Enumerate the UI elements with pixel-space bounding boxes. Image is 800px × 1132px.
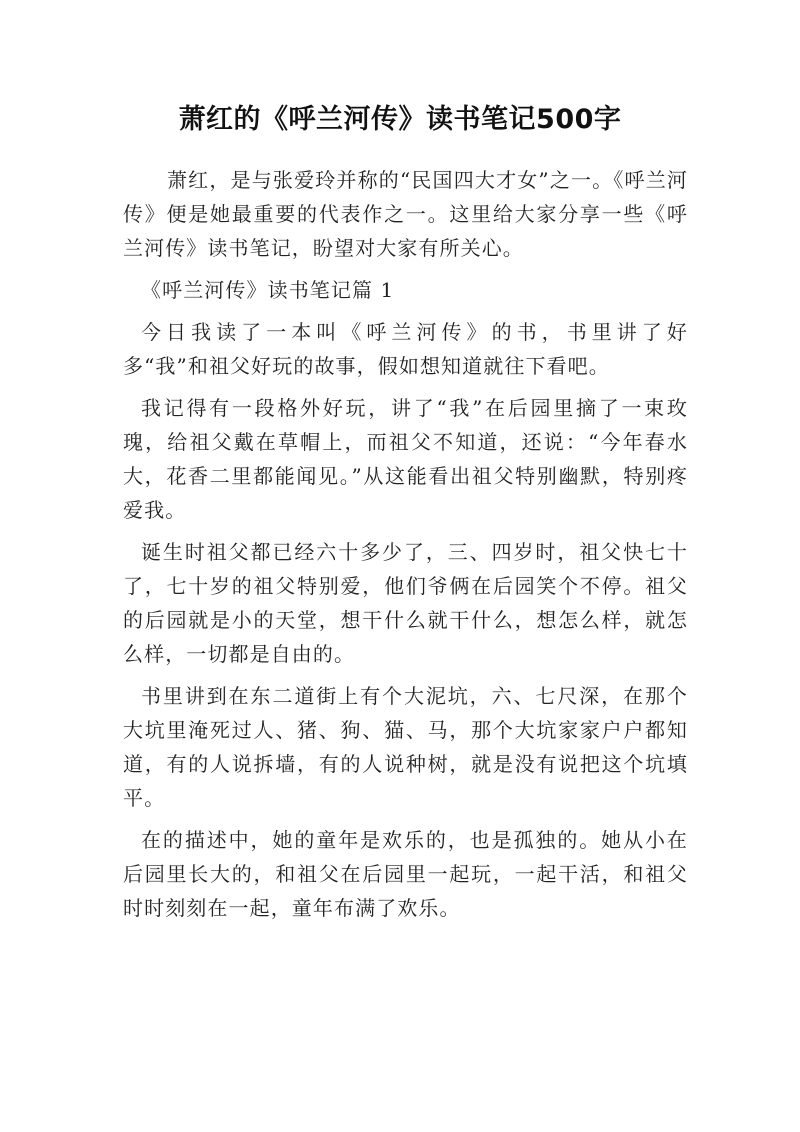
document-title: 萧红的《呼兰河传》读书笔记500字: [178, 104, 622, 135]
section-heading: 《呼兰河传》读书笔记篇 1: [141, 278, 395, 302]
body-paragraph: 在的描述中，她的童年是欢乐的，也是孤独的。她从小在后园里长大的，和祖父在后园里一起玩，一起干活，和祖父时时刻刻在一起，童年布满了欢乐。: [123, 828, 688, 920]
body-paragraph: 我记得有一段格外好玩，讲了“我”在后园里摘了一束玫瑰，给祖父戴在草帽上，而祖父不知道，还说：“今年春水大，花香二里都能闻见。”从这能看出祖父特别幽默，特别疼爱我。: [123, 396, 688, 522]
document-body: [123, 163, 688, 933]
intro-paragraph: 萧红，是与张爱玲并称的“民国四大才女”之一。《呼兰河传》便是她最重要的代表作之一。这里给大家分享一些《呼兰河传》读书笔记，盼望对大家有所关心。: [123, 168, 688, 260]
body-paragraph: 今日我读了一本叫《呼兰河传》的书，书里讲了好多“我”和祖父好玩的故事，假如想知道就往下看吧。: [123, 320, 688, 378]
body-paragraph: 书里讲到在东二道街上有个大泥坑，六、七尺深，在那个大坑里淹死过人、猪、狗、猫、马，那个大坑家家户户都知道，有的人说拆墙，有的人说种树，就是没有说把这个坑填平。: [123, 684, 688, 810]
body-paragraph: 诞生时祖父都已经六十多少了，三、四岁时，祖父快七十了，七十岁的祖父特别爱，他们爷俩在后园笑个不停。祖父的后园就是小的天堂，想干什么就干什么，想怎么样，就怎么样，一切都是自由的。: [123, 540, 688, 666]
